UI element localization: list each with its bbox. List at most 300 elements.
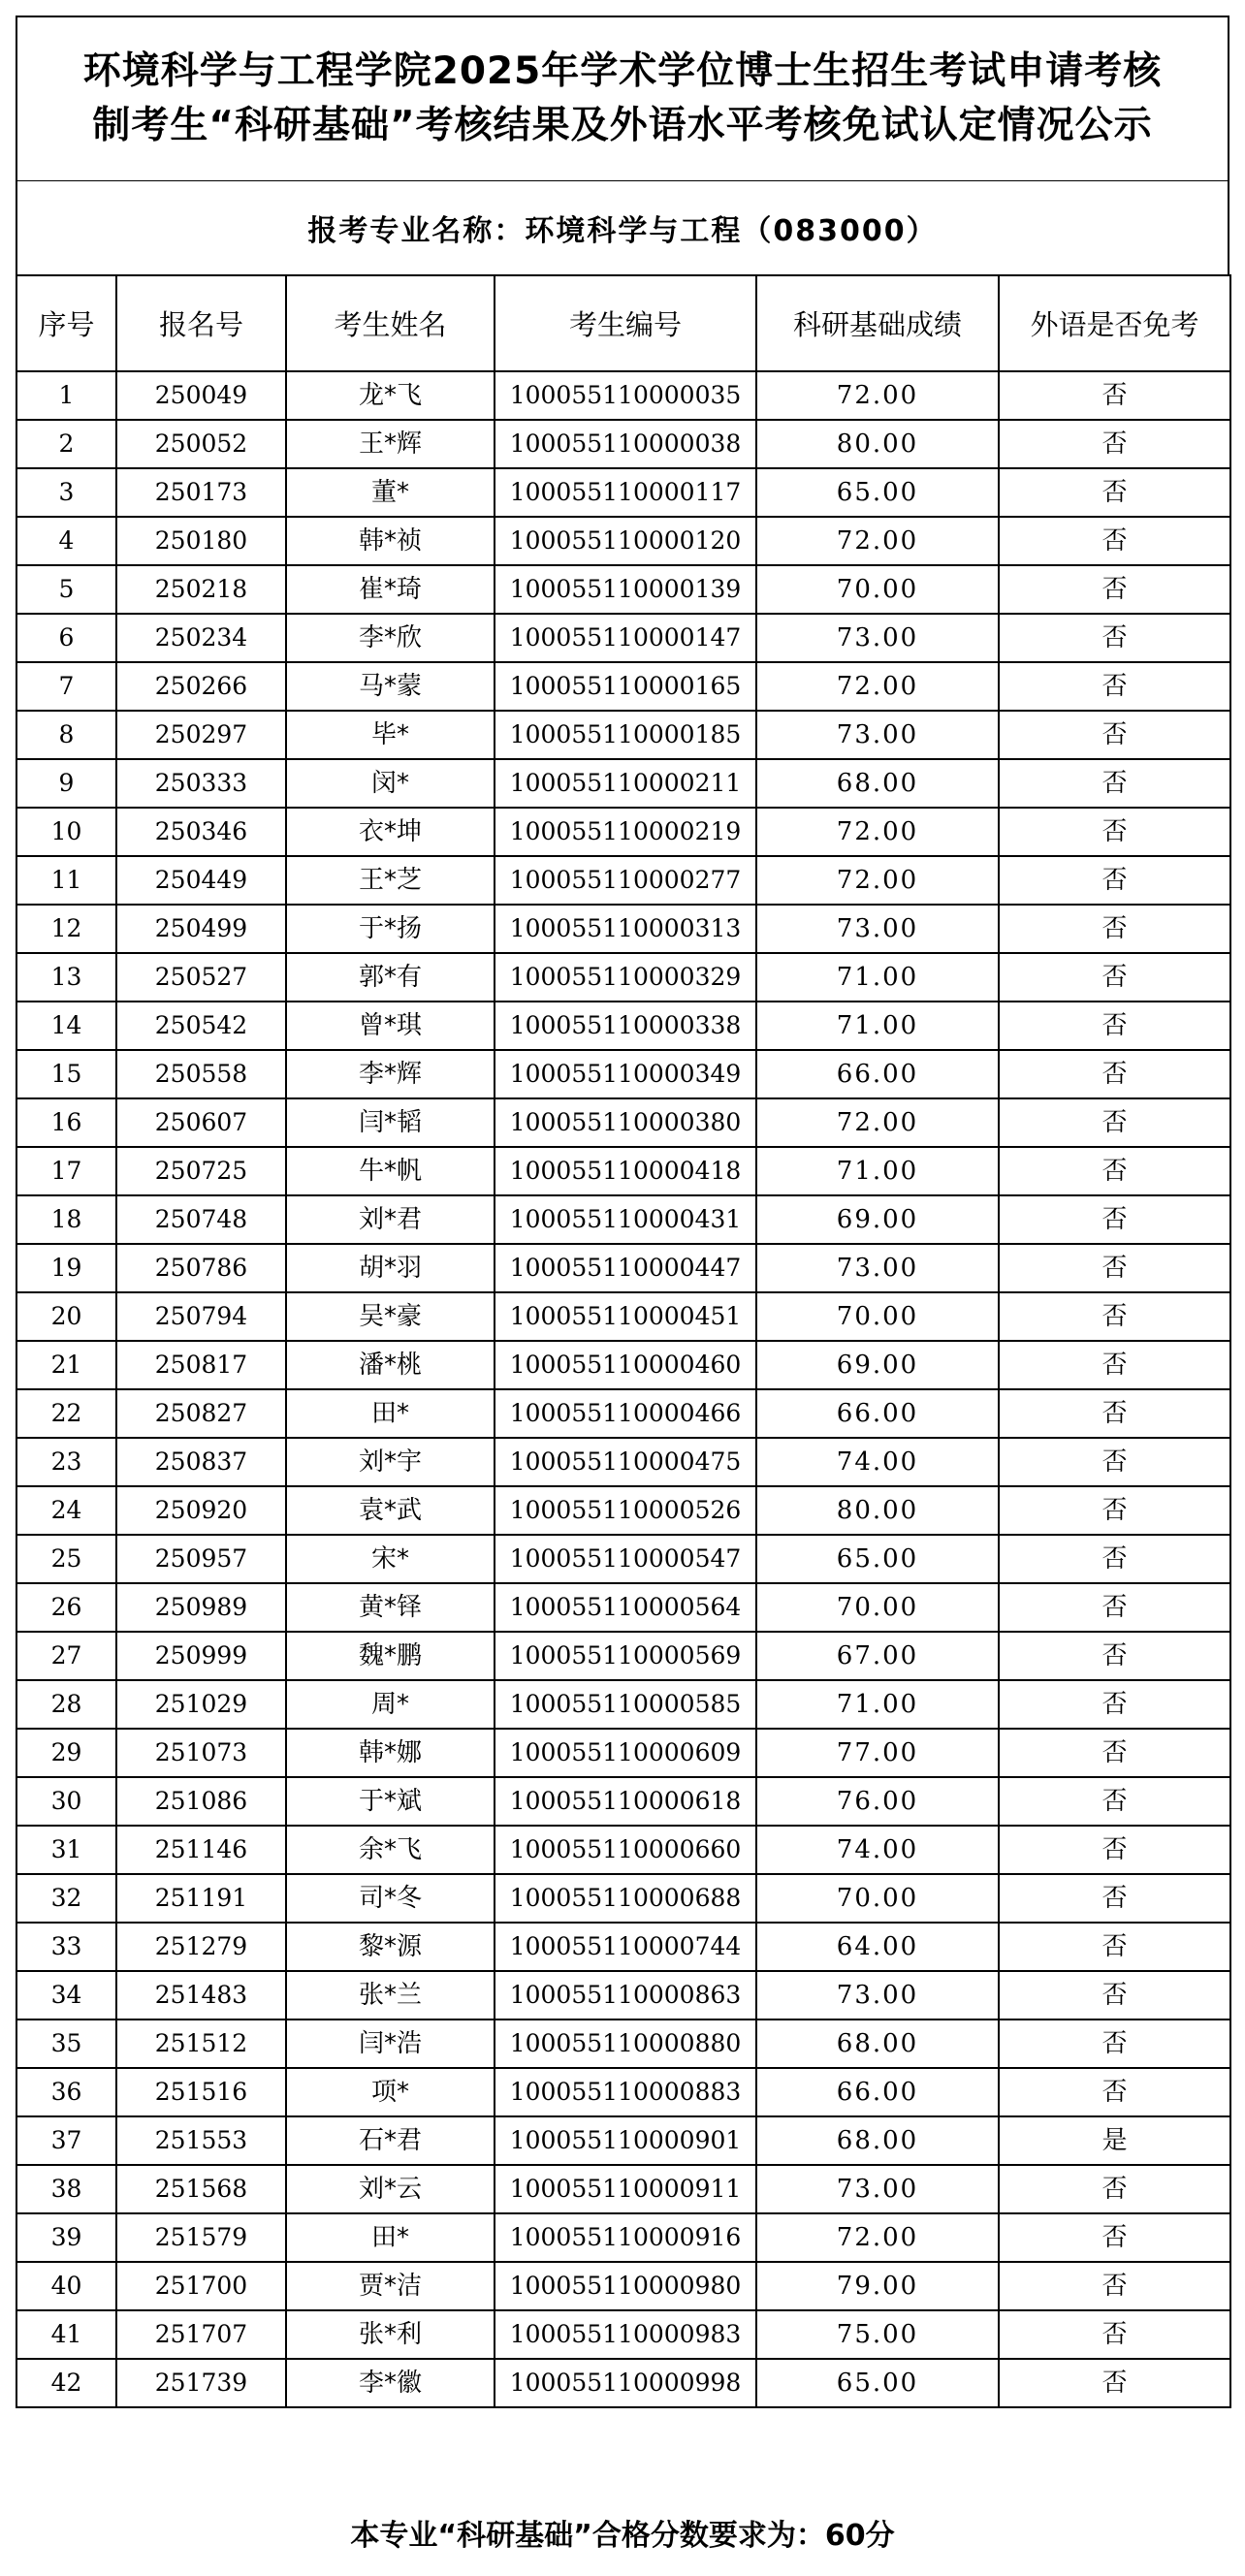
cell-score: 73.00 bbox=[756, 1971, 999, 2019]
cell-name: 宋* bbox=[286, 1535, 495, 1583]
cell-candidate-no: 100055110000863 bbox=[495, 1971, 756, 2019]
cell-name: 王*辉 bbox=[286, 420, 495, 468]
cell-exempt: 否 bbox=[999, 1486, 1230, 1535]
cell-score: 77.00 bbox=[756, 1729, 999, 1777]
cell-score: 74.00 bbox=[756, 1826, 999, 1874]
cell-exempt: 否 bbox=[999, 1680, 1230, 1729]
cell-name: 曾*琪 bbox=[286, 1002, 495, 1050]
cell-name: 刘*君 bbox=[286, 1195, 495, 1244]
cell-name: 闫*韬 bbox=[286, 1098, 495, 1147]
cell-exempt: 否 bbox=[999, 662, 1230, 711]
table-row bbox=[16, 1680, 1230, 1729]
cell-exempt: 是 bbox=[999, 2116, 1230, 2165]
cell-score: 72.00 bbox=[756, 808, 999, 856]
cell-name: 闫*浩 bbox=[286, 2019, 495, 2068]
cell-exempt: 否 bbox=[999, 420, 1230, 468]
cell-candidate-no: 100055110000569 bbox=[495, 1632, 756, 1680]
cell-score: 71.00 bbox=[756, 1147, 999, 1195]
cell-seq: 8 bbox=[16, 711, 116, 759]
major-label: 报考专业名称：环境科学与工程（083000） bbox=[16, 181, 1229, 274]
table-row bbox=[16, 420, 1230, 468]
cell-candidate-no: 100055110000564 bbox=[495, 1583, 756, 1632]
cell-exempt: 否 bbox=[999, 1826, 1230, 1874]
cell-exempt: 否 bbox=[999, 2068, 1230, 2116]
cell-seq: 22 bbox=[16, 1389, 116, 1438]
cell-name: 牛*帆 bbox=[286, 1147, 495, 1195]
cell-candidate-no: 100055110000609 bbox=[495, 1729, 756, 1777]
cell-score: 70.00 bbox=[756, 1874, 999, 1923]
table-row bbox=[16, 711, 1230, 759]
table-row bbox=[16, 1486, 1230, 1535]
cell-seq: 34 bbox=[16, 1971, 116, 2019]
cell-score: 69.00 bbox=[756, 1195, 999, 1244]
cell-candidate-no: 100055110000418 bbox=[495, 1147, 756, 1195]
cell-reg-no: 251146 bbox=[116, 1826, 286, 1874]
cell-name: 王*芝 bbox=[286, 856, 495, 905]
cell-seq: 42 bbox=[16, 2359, 116, 2407]
cell-name: 余*飞 bbox=[286, 1826, 495, 1874]
cell-name: 刘*云 bbox=[286, 2165, 495, 2213]
table-row bbox=[16, 1341, 1230, 1389]
table-row bbox=[16, 2019, 1230, 2068]
cell-candidate-no: 100055110000585 bbox=[495, 1680, 756, 1729]
cell-reg-no: 250957 bbox=[116, 1535, 286, 1583]
cell-seq: 15 bbox=[16, 1050, 116, 1098]
column-header-score: 科研基础成绩 bbox=[756, 275, 999, 371]
cell-reg-no: 250173 bbox=[116, 468, 286, 517]
cell-seq: 10 bbox=[16, 808, 116, 856]
cell-candidate-no: 100055110000185 bbox=[495, 711, 756, 759]
cell-exempt: 否 bbox=[999, 711, 1230, 759]
table-row bbox=[16, 953, 1230, 1002]
table-row bbox=[16, 1147, 1230, 1195]
cell-exempt: 否 bbox=[999, 2310, 1230, 2359]
cell-reg-no: 250607 bbox=[116, 1098, 286, 1147]
cell-name: 黎*源 bbox=[286, 1923, 495, 1971]
cell-reg-no: 250234 bbox=[116, 614, 286, 662]
cell-seq: 6 bbox=[16, 614, 116, 662]
cell-reg-no: 250266 bbox=[116, 662, 286, 711]
cell-exempt: 否 bbox=[999, 1147, 1230, 1195]
table-row bbox=[16, 662, 1230, 711]
cell-name: 崔*琦 bbox=[286, 565, 495, 614]
cell-name: 田* bbox=[286, 2213, 495, 2262]
cell-candidate-no: 100055110000998 bbox=[495, 2359, 756, 2407]
cell-candidate-no: 100055110000901 bbox=[495, 2116, 756, 2165]
cell-exempt: 否 bbox=[999, 1874, 1230, 1923]
cell-seq: 13 bbox=[16, 953, 116, 1002]
cell-seq: 1 bbox=[16, 371, 116, 420]
column-header-reg-no: 报名号 bbox=[116, 275, 286, 371]
cell-exempt: 否 bbox=[999, 371, 1230, 420]
cell-reg-no: 251700 bbox=[116, 2262, 286, 2310]
cell-reg-no: 250786 bbox=[116, 1244, 286, 1292]
cell-score: 71.00 bbox=[756, 953, 999, 1002]
table-row bbox=[16, 1874, 1230, 1923]
cell-candidate-no: 100055110000211 bbox=[495, 759, 756, 808]
cell-reg-no: 250725 bbox=[116, 1147, 286, 1195]
cell-candidate-no: 100055110000916 bbox=[495, 2213, 756, 2262]
cell-exempt: 否 bbox=[999, 1632, 1230, 1680]
cell-score: 71.00 bbox=[756, 1680, 999, 1729]
cell-candidate-no: 100055110000526 bbox=[495, 1486, 756, 1535]
cell-reg-no: 251579 bbox=[116, 2213, 286, 2262]
footer-note: 本专业“科研基础”合格分数要求为：60分 bbox=[350, 2519, 895, 2553]
cell-seq: 17 bbox=[16, 1147, 116, 1195]
cell-reg-no: 250542 bbox=[116, 1002, 286, 1050]
cell-reg-no: 251191 bbox=[116, 1874, 286, 1923]
table-row bbox=[16, 1292, 1230, 1341]
cell-name: 马*蒙 bbox=[286, 662, 495, 711]
cell-exempt: 否 bbox=[999, 1244, 1230, 1292]
cell-exempt: 否 bbox=[999, 1971, 1230, 2019]
cell-reg-no: 250499 bbox=[116, 905, 286, 953]
cell-candidate-no: 100055110000329 bbox=[495, 953, 756, 1002]
cell-candidate-no: 100055110000165 bbox=[495, 662, 756, 711]
cell-name: 刘*宇 bbox=[286, 1438, 495, 1486]
table-row bbox=[16, 2359, 1230, 2407]
cell-reg-no: 250527 bbox=[116, 953, 286, 1002]
cell-exempt: 否 bbox=[999, 1438, 1230, 1486]
cell-candidate-no: 100055110000038 bbox=[495, 420, 756, 468]
table-row bbox=[16, 1098, 1230, 1147]
cell-name: 吴*豪 bbox=[286, 1292, 495, 1341]
cell-exempt: 否 bbox=[999, 517, 1230, 565]
cell-exempt: 否 bbox=[999, 1535, 1230, 1583]
cell-score: 66.00 bbox=[756, 1389, 999, 1438]
cell-seq: 2 bbox=[16, 420, 116, 468]
cell-candidate-no: 100055110000147 bbox=[495, 614, 756, 662]
table-row bbox=[16, 1195, 1230, 1244]
cell-score: 72.00 bbox=[756, 662, 999, 711]
table-row bbox=[16, 2262, 1230, 2310]
table-row bbox=[16, 2310, 1230, 2359]
cell-name: 胡*羽 bbox=[286, 1244, 495, 1292]
cell-score: 72.00 bbox=[756, 856, 999, 905]
cell-score: 67.00 bbox=[756, 1632, 999, 1680]
cell-name: 李*辉 bbox=[286, 1050, 495, 1098]
cell-reg-no: 250837 bbox=[116, 1438, 286, 1486]
cell-seq: 3 bbox=[16, 468, 116, 517]
table-body bbox=[16, 371, 1230, 2407]
cell-seq: 28 bbox=[16, 1680, 116, 1729]
cell-candidate-no: 100055110000466 bbox=[495, 1389, 756, 1438]
cell-seq: 33 bbox=[16, 1923, 116, 1971]
cell-exempt: 否 bbox=[999, 2359, 1230, 2407]
cell-score: 75.00 bbox=[756, 2310, 999, 2359]
cell-score: 74.00 bbox=[756, 1438, 999, 1486]
table-row bbox=[16, 517, 1230, 565]
cell-exempt: 否 bbox=[999, 856, 1230, 905]
table-row bbox=[16, 808, 1230, 856]
cell-name: 毕* bbox=[286, 711, 495, 759]
cell-candidate-no: 100055110000980 bbox=[495, 2262, 756, 2310]
cell-score: 79.00 bbox=[756, 2262, 999, 2310]
title-box bbox=[16, 16, 1229, 181]
cell-name: 李*欣 bbox=[286, 614, 495, 662]
page-title-line-1: 环境科学与工程学院2025年学术学位博士生招生考试申请考核 bbox=[82, 49, 1163, 93]
cell-seq: 40 bbox=[16, 2262, 116, 2310]
cell-seq: 41 bbox=[16, 2310, 116, 2359]
cell-name: 魏*鹏 bbox=[286, 1632, 495, 1680]
cell-candidate-no: 100055110000380 bbox=[495, 1098, 756, 1147]
cell-score: 65.00 bbox=[756, 2359, 999, 2407]
table-header-row bbox=[16, 275, 1230, 371]
cell-seq: 16 bbox=[16, 1098, 116, 1147]
table-row bbox=[16, 1389, 1230, 1438]
column-header-seq: 序号 bbox=[16, 275, 116, 371]
cell-reg-no: 250180 bbox=[116, 517, 286, 565]
cell-score: 72.00 bbox=[756, 517, 999, 565]
cell-score: 73.00 bbox=[756, 2165, 999, 2213]
cell-exempt: 否 bbox=[999, 1729, 1230, 1777]
cell-exempt: 否 bbox=[999, 1777, 1230, 1826]
cell-score: 68.00 bbox=[756, 759, 999, 808]
table-row bbox=[16, 1632, 1230, 1680]
cell-candidate-no: 100055110000451 bbox=[495, 1292, 756, 1341]
cell-reg-no: 251707 bbox=[116, 2310, 286, 2359]
cell-name: 司*冬 bbox=[286, 1874, 495, 1923]
cell-reg-no: 250999 bbox=[116, 1632, 286, 1680]
table-row bbox=[16, 565, 1230, 614]
cell-candidate-no: 100055110000313 bbox=[495, 905, 756, 953]
cell-score: 72.00 bbox=[756, 1098, 999, 1147]
cell-exempt: 否 bbox=[999, 905, 1230, 953]
cell-name: 田* bbox=[286, 1389, 495, 1438]
cell-reg-no: 250558 bbox=[116, 1050, 286, 1098]
cell-candidate-no: 100055110000880 bbox=[495, 2019, 756, 2068]
table-row bbox=[16, 1729, 1230, 1777]
table-row bbox=[16, 905, 1230, 953]
cell-seq: 37 bbox=[16, 2116, 116, 2165]
cell-candidate-no: 100055110000431 bbox=[495, 1195, 756, 1244]
table-row bbox=[16, 1923, 1230, 1971]
cell-reg-no: 250920 bbox=[116, 1486, 286, 1535]
cell-seq: 20 bbox=[16, 1292, 116, 1341]
cell-score: 64.00 bbox=[756, 1923, 999, 1971]
cell-candidate-no: 100055110000460 bbox=[495, 1341, 756, 1389]
cell-reg-no: 250794 bbox=[116, 1292, 286, 1341]
cell-exempt: 否 bbox=[999, 1292, 1230, 1341]
cell-score: 71.00 bbox=[756, 1002, 999, 1050]
column-header-name: 考生姓名 bbox=[286, 275, 495, 371]
cell-seq: 21 bbox=[16, 1341, 116, 1389]
cell-name: 黄*铎 bbox=[286, 1583, 495, 1632]
cell-name: 李*徽 bbox=[286, 2359, 495, 2407]
cell-exempt: 否 bbox=[999, 1195, 1230, 1244]
cell-reg-no: 251516 bbox=[116, 2068, 286, 2116]
cell-reg-no: 251086 bbox=[116, 1777, 286, 1826]
cell-reg-no: 251512 bbox=[116, 2019, 286, 2068]
cell-score: 68.00 bbox=[756, 2116, 999, 2165]
cell-seq: 24 bbox=[16, 1486, 116, 1535]
cell-reg-no: 250449 bbox=[116, 856, 286, 905]
cell-seq: 9 bbox=[16, 759, 116, 808]
cell-name: 项* bbox=[286, 2068, 495, 2116]
cell-candidate-no: 100055110000120 bbox=[495, 517, 756, 565]
cell-exempt: 否 bbox=[999, 2262, 1230, 2310]
cell-name: 潘*桃 bbox=[286, 1341, 495, 1389]
cell-exempt: 否 bbox=[999, 1389, 1230, 1438]
cell-exempt: 否 bbox=[999, 1583, 1230, 1632]
table-row bbox=[16, 371, 1230, 420]
table-row bbox=[16, 2116, 1230, 2165]
cell-seq: 26 bbox=[16, 1583, 116, 1632]
cell-exempt: 否 bbox=[999, 468, 1230, 517]
cell-reg-no: 251279 bbox=[116, 1923, 286, 1971]
cell-candidate-no: 100055110000475 bbox=[495, 1438, 756, 1486]
cell-score: 66.00 bbox=[756, 1050, 999, 1098]
cell-reg-no: 251073 bbox=[116, 1729, 286, 1777]
cell-name: 石*君 bbox=[286, 2116, 495, 2165]
cell-seq: 7 bbox=[16, 662, 116, 711]
cell-seq: 35 bbox=[16, 2019, 116, 2068]
cell-reg-no: 251739 bbox=[116, 2359, 286, 2407]
cell-score: 65.00 bbox=[756, 1535, 999, 1583]
table-row bbox=[16, 856, 1230, 905]
cell-candidate-no: 100055110000883 bbox=[495, 2068, 756, 2116]
cell-candidate-no: 100055110000277 bbox=[495, 856, 756, 905]
cell-candidate-no: 100055110000911 bbox=[495, 2165, 756, 2213]
cell-reg-no: 250748 bbox=[116, 1195, 286, 1244]
cell-exempt: 否 bbox=[999, 1098, 1230, 1147]
cell-exempt: 否 bbox=[999, 614, 1230, 662]
cell-score: 69.00 bbox=[756, 1341, 999, 1389]
cell-seq: 4 bbox=[16, 517, 116, 565]
cell-candidate-no: 100055110000688 bbox=[495, 1874, 756, 1923]
cell-seq: 23 bbox=[16, 1438, 116, 1486]
cell-seq: 38 bbox=[16, 2165, 116, 2213]
cell-score: 70.00 bbox=[756, 1583, 999, 1632]
cell-score: 72.00 bbox=[756, 371, 999, 420]
cell-score: 70.00 bbox=[756, 565, 999, 614]
cell-name: 闵* bbox=[286, 759, 495, 808]
cell-name: 龙*飞 bbox=[286, 371, 495, 420]
cell-score: 68.00 bbox=[756, 2019, 999, 2068]
results-table bbox=[16, 274, 1231, 2408]
cell-seq: 19 bbox=[16, 1244, 116, 1292]
cell-exempt: 否 bbox=[999, 953, 1230, 1002]
column-header-candidate-no: 考生编号 bbox=[495, 275, 756, 371]
table-row bbox=[16, 1244, 1230, 1292]
page-title-line-2: 制考生“科研基础”考核结果及外语水平考核免试认定情况公示 bbox=[92, 104, 1153, 147]
cell-candidate-no: 100055110000660 bbox=[495, 1826, 756, 1874]
table-row bbox=[16, 1826, 1230, 1874]
cell-score: 70.00 bbox=[756, 1292, 999, 1341]
table-row bbox=[16, 1535, 1230, 1583]
cell-seq: 30 bbox=[16, 1777, 116, 1826]
cell-seq: 32 bbox=[16, 1874, 116, 1923]
table-row bbox=[16, 614, 1230, 662]
cell-score: 73.00 bbox=[756, 905, 999, 953]
table-row bbox=[16, 1050, 1230, 1098]
cell-seq: 12 bbox=[16, 905, 116, 953]
cell-reg-no: 250052 bbox=[116, 420, 286, 468]
cell-seq: 18 bbox=[16, 1195, 116, 1244]
table-row bbox=[16, 1777, 1230, 1826]
cell-reg-no: 250346 bbox=[116, 808, 286, 856]
cell-reg-no: 251029 bbox=[116, 1680, 286, 1729]
cell-exempt: 否 bbox=[999, 565, 1230, 614]
cell-reg-no: 250827 bbox=[116, 1389, 286, 1438]
cell-name: 张*兰 bbox=[286, 1971, 495, 2019]
cell-candidate-no: 100055110000447 bbox=[495, 1244, 756, 1292]
cell-name: 衣*坤 bbox=[286, 808, 495, 856]
table-row bbox=[16, 1971, 1230, 2019]
cell-exempt: 否 bbox=[999, 2019, 1230, 2068]
cell-exempt: 否 bbox=[999, 1050, 1230, 1098]
cell-candidate-no: 100055110000744 bbox=[495, 1923, 756, 1971]
cell-candidate-no: 100055110000349 bbox=[495, 1050, 756, 1098]
table-row bbox=[16, 2165, 1230, 2213]
cell-exempt: 否 bbox=[999, 2165, 1230, 2213]
cell-reg-no: 250218 bbox=[116, 565, 286, 614]
cell-candidate-no: 100055110000117 bbox=[495, 468, 756, 517]
cell-seq: 25 bbox=[16, 1535, 116, 1583]
cell-name: 韩*娜 bbox=[286, 1729, 495, 1777]
cell-name: 周* bbox=[286, 1680, 495, 1729]
cell-reg-no: 250989 bbox=[116, 1583, 286, 1632]
cell-seq: 29 bbox=[16, 1729, 116, 1777]
cell-seq: 39 bbox=[16, 2213, 116, 2262]
cell-score: 80.00 bbox=[756, 1486, 999, 1535]
cell-candidate-no: 100055110000219 bbox=[495, 808, 756, 856]
cell-name: 郭*有 bbox=[286, 953, 495, 1002]
cell-name: 韩*祯 bbox=[286, 517, 495, 565]
cell-score: 66.00 bbox=[756, 2068, 999, 2116]
cell-candidate-no: 100055110000035 bbox=[495, 371, 756, 420]
cell-seq: 14 bbox=[16, 1002, 116, 1050]
cell-reg-no: 250333 bbox=[116, 759, 286, 808]
table-row bbox=[16, 468, 1230, 517]
cell-seq: 11 bbox=[16, 856, 116, 905]
cell-name: 张*利 bbox=[286, 2310, 495, 2359]
table-row bbox=[16, 1438, 1230, 1486]
cell-candidate-no: 100055110000338 bbox=[495, 1002, 756, 1050]
cell-candidate-no: 100055110000139 bbox=[495, 565, 756, 614]
table-row bbox=[16, 1583, 1230, 1632]
cell-seq: 27 bbox=[16, 1632, 116, 1680]
table-row bbox=[16, 759, 1230, 808]
cell-name: 袁*武 bbox=[286, 1486, 495, 1535]
cell-exempt: 否 bbox=[999, 1002, 1230, 1050]
cell-score: 73.00 bbox=[756, 1244, 999, 1292]
cell-exempt: 否 bbox=[999, 1341, 1230, 1389]
cell-exempt: 否 bbox=[999, 2213, 1230, 2262]
cell-name: 贾*洁 bbox=[286, 2262, 495, 2310]
cell-reg-no: 251553 bbox=[116, 2116, 286, 2165]
cell-score: 73.00 bbox=[756, 711, 999, 759]
cell-candidate-no: 100055110000983 bbox=[495, 2310, 756, 2359]
column-header-exempt: 外语是否免考 bbox=[999, 275, 1230, 371]
cell-reg-no: 250049 bbox=[116, 371, 286, 420]
table-row bbox=[16, 2068, 1230, 2116]
cell-reg-no: 250297 bbox=[116, 711, 286, 759]
cell-name: 董* bbox=[286, 468, 495, 517]
cell-candidate-no: 100055110000547 bbox=[495, 1535, 756, 1583]
cell-reg-no: 251568 bbox=[116, 2165, 286, 2213]
cell-exempt: 否 bbox=[999, 808, 1230, 856]
cell-score: 65.00 bbox=[756, 468, 999, 517]
cell-seq: 31 bbox=[16, 1826, 116, 1874]
table-row bbox=[16, 2213, 1230, 2262]
cell-score: 76.00 bbox=[756, 1777, 999, 1826]
cell-reg-no: 251483 bbox=[116, 1971, 286, 2019]
cell-score: 72.00 bbox=[756, 2213, 999, 2262]
cell-name: 于*扬 bbox=[286, 905, 495, 953]
cell-exempt: 否 bbox=[999, 759, 1230, 808]
cell-reg-no: 250817 bbox=[116, 1341, 286, 1389]
